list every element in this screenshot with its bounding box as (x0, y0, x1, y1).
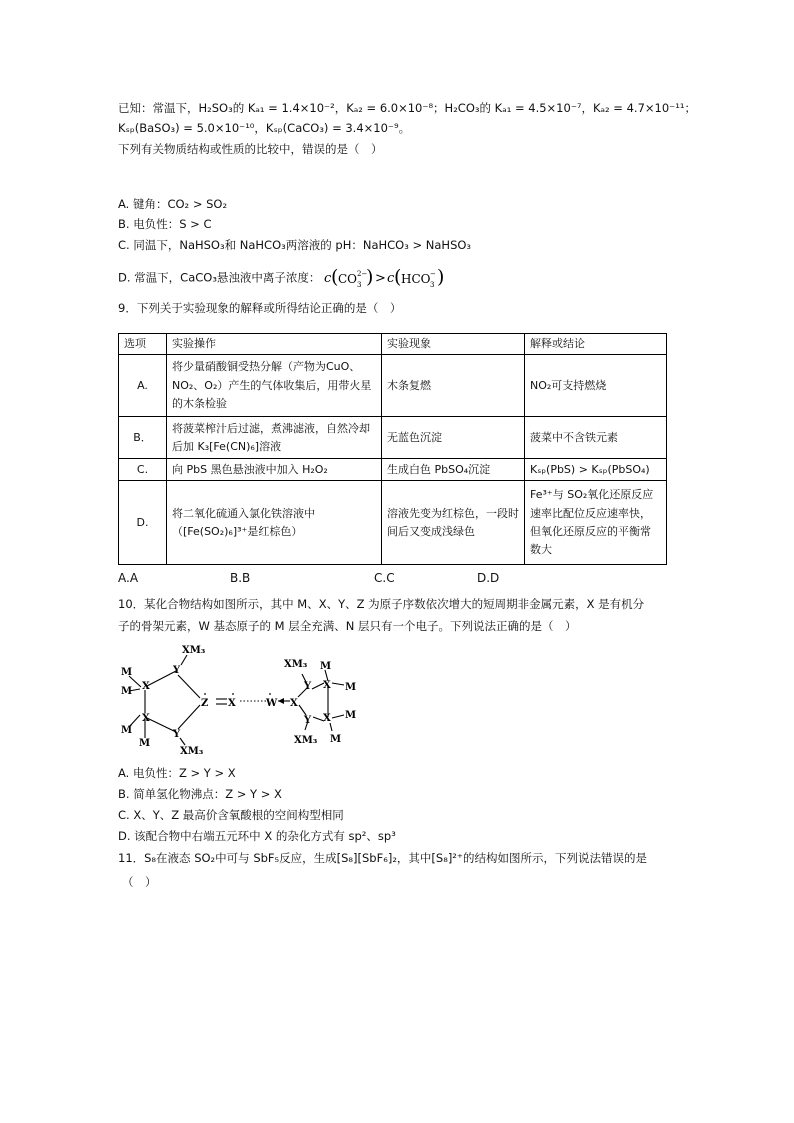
label-y: Y (304, 715, 312, 726)
experiment-table (118, 333, 667, 565)
svg-text:c: c (387, 271, 395, 286)
intro-line-1: 已知：常温下，H₂SO₃的 Kₐ₁ = 1.4×10⁻²，Kₐ₂ = 6.0×10⁻⁸；H₂CO₃的 Kₐ₁ = 4.5×10⁻⁷，Kₐ₂ = 4.7×10⁻¹¹； (118, 101, 696, 115)
label-m: M (330, 734, 342, 745)
svg-text:3: 3 (430, 281, 435, 289)
question-10-stem-2: 子的骨架元素，W 基态原子的 M 层全充满、N 层只有一个电子。下列说法正确的是（ ） (118, 619, 577, 633)
label-xm3: XM₃ (180, 746, 204, 757)
row-phenomenon: 生成白色 PbSO₄沉淀 (382, 459, 525, 481)
row-conclusion: NO₂可支持燃烧 (525, 355, 667, 417)
header-operation: 实验操作 (167, 334, 382, 355)
label-z: Z (201, 698, 209, 709)
row-operation: 将少量硝酸铜受热分解（产物为CuO、NO₂、O₂）产生的气体收集后，用带火星的木条检验 (167, 355, 382, 417)
svg-text:(: ( (394, 266, 402, 288)
label-w: W (266, 698, 278, 709)
row-conclusion: Fe³⁺与 SO₂氧化还原反应速率比配位反应速率快，但氧化还原反应的平衡常数大 (525, 481, 667, 565)
label-xm3: XM₃ (182, 645, 206, 656)
answer-choice-c: C.C (374, 571, 395, 585)
q9-answer-choices (118, 569, 678, 587)
row-phenomenon: 溶液先变为红棕色，一段时间后又变成浅绿色 (382, 481, 525, 565)
svg-text:HCO: HCO (401, 272, 431, 286)
label-m: M (345, 710, 357, 721)
svg-text:CO: CO (338, 272, 358, 286)
question-10-stem-1: 10．某化合物结构如图所示，其中 M、X、Y、Z 为原子序数依次增大的短周期非金属元素，X 是有机分 (118, 597, 645, 611)
row-operation: 将二氧化硫通入氯化铁溶液中（[Fe(SO₂)₆]³⁺是红棕色） (167, 481, 382, 565)
question-11-stem-1: 11．S₈在液态 SO₂中可与 SbF₅反应，生成[S₈][SbF₆]₂，其中[S₈]²⁺的结构如图所示，下列说法错误的是 (118, 851, 647, 865)
row-option: B． (119, 417, 167, 459)
label-x: X (142, 681, 150, 692)
header-phenomenon: 实验现象 (382, 334, 525, 355)
row-phenomenon: 无蓝色沉淀 (382, 417, 525, 459)
row-phenomenon: 木条复燃 (382, 355, 525, 417)
row-conclusion: 菠菜中不含铁元素 (525, 417, 667, 459)
q8-option-d-text: D. 常温下，CaCO₃悬浊液中离子浓度： (118, 270, 321, 285)
question-8-stem: 下列有关物质结构或性质的比较中，错误的是（ ） (118, 142, 383, 156)
label-m: M (320, 661, 332, 672)
svg-text:3: 3 (357, 281, 362, 289)
label-x: X (323, 680, 331, 691)
label-m: M (345, 682, 357, 693)
label-m: M (121, 667, 133, 678)
svg-text:−: − (430, 270, 436, 278)
svg-text:>: > (375, 271, 386, 286)
row-option: C. (119, 459, 167, 481)
q10-option-c: C. X、Y、Z 最高价含氧酸根的空间构型相同 (118, 808, 344, 822)
answer-choice-b: B.B (230, 571, 251, 585)
row-operation: 向 PbS 黑色悬浊液中加入 H₂O₂ (167, 459, 382, 481)
label-x: X (228, 698, 236, 709)
question-9-stem: 9．下列关于实验现象的解释或所得结论正确的是（ ） (118, 301, 402, 315)
svg-text:(: ( (331, 266, 339, 288)
intro-line-2: Kₛₚ(BaSO₃) = 5.0×10⁻¹⁰，Kₛₚ(CaCO₃) = 3.4×10⁻⁹。 (118, 121, 411, 135)
q10-option-d: D. 该配合物中右端五元环中 X 的杂化方式有 sp²、sp³ (118, 829, 396, 843)
q8-option-a: A. 键角：CO₂ > SO₂ (118, 197, 228, 211)
table-row (119, 355, 667, 417)
row-option: A. (119, 355, 167, 417)
label-m: M (121, 725, 133, 736)
svg-text:): ) (366, 266, 374, 288)
label-m: M (121, 686, 133, 697)
label-x: X (323, 713, 331, 724)
row-option: D. (119, 481, 167, 565)
svg-text:c: c (324, 271, 332, 286)
label-m: M (139, 738, 151, 749)
label-xm3: XM₃ (284, 659, 308, 670)
label-y: Y (304, 681, 312, 692)
q10-option-b: B. 简单氢化物沸点：Z > Y > X (118, 787, 282, 801)
concentration-formula (324, 266, 452, 290)
svg-text:2−: 2− (357, 270, 368, 278)
label-x: X (142, 713, 150, 724)
header-option: 选项 (119, 334, 167, 355)
table-row (119, 481, 667, 565)
row-conclusion: Kₛₚ(PbS) > Kₛₚ(PbSO₄) (525, 459, 667, 481)
compound-structure-diagram (118, 643, 368, 758)
label-y: Y (173, 665, 181, 676)
question-11-stem-2: （ ） (122, 875, 157, 889)
row-operation: 将菠菜榨汁后过滤，煮沸滤液，自然冷却后加 K₃[Fe(CN)₆]溶液 (167, 417, 382, 459)
q8-option-b: B. 电负性：S > C (118, 217, 212, 231)
table-row (119, 417, 667, 459)
answer-choice-d: D.D (477, 571, 500, 585)
svg-text:): ) (437, 266, 445, 288)
table-row (119, 459, 667, 481)
q8-option-d (118, 266, 452, 290)
q8-option-c: C. 同温下，NaHSO₃和 NaHCO₃两溶液的 pH：NaHCO₃ > NaHSO₃ (118, 238, 472, 252)
label-x: X (290, 698, 298, 709)
answer-choice-a: A.A (118, 571, 139, 585)
q10-option-a: A. 电负性：Z > Y > X (118, 766, 236, 780)
label-y: Y (173, 729, 181, 740)
table-header-row (119, 334, 667, 355)
header-conclusion: 解释或结论 (525, 334, 667, 355)
label-xm3: XM₃ (294, 735, 318, 746)
